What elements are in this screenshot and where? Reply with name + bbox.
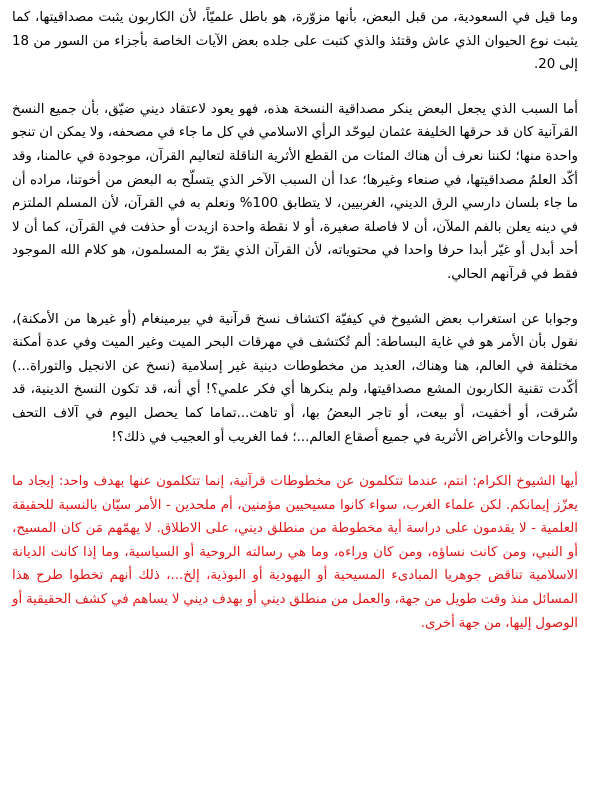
paragraph-carbon-dating: وما قيل في السعودية، من قبل البعض، بأنها مزوّرة، هو باطل علميّاً، لأن الكاربون يثبت مصداقيتها، كما يثبت نوع الحيوان الذي عاش وقتئذ والذي كتبت على جلده بعض الآيات الخاصة بأجزاء من السور من 18 إلى 20. [12, 10, 578, 73]
paragraph-birmingham-answer: وجوابا عن استغراب بعض الشيوخ في كيفيّة اكتشاف نسخ قرآنية في بيرمينغام (أو غيرها من الأمكنة)، نقول بأن الأمر هو في غاية البساطة: ألم تُكتشف في مهرقات البحر الميت وغير الميت وفي عدة أمكنة مختلفة في العالم، هنا وهناك، العديد من مخطوطات دينية غير إسلامية (نسخ عن الانجيل والتوراة...) أكّدت تقنية الكاربون المشع مصداقيتها، ولم ينكرها أي فكر علمي؟! أي أنه، قد تكون النسخ الدينية، قد سُرقت، أو أخفيت، أو بيعت، أو تاجر البعضُ بها، أو تاهت...تماما كما يحصل اليوم في آلاف التحف واللوحات والأغراض الأثرية في جميع أصقاع العالم...؛ فما الغريب أو العجيب في ذلك؟! [12, 311, 578, 445]
paragraph-reason-for-denial: أما السبب الذي يجعل البعض ينكر مصداقية النسخة هذه، فهو يعود لاعتقاد ديني ضيّق، بأن جميع النسخ القرآنية كان قد حرقها الخليفة عثمان ليوحّد الرأي الاسلامي في كل ما جاء في مصحفه، ولا يمكن ان تنجو واحدة منها؛ لكننا نعرف أن هناك المئات من القطع الأثرية الناقلة لتعاليم القرآن، موجودة في عالمنا، وقد أكّد العلمُ مصداقيتها، في صنعاء وغيرها؛ عدا أن السبب الآخر الذي يتسلّح به البعض من أخوتنا، مراده أن ما جاء بلسان دارسي الرق الديني، الغربيين، لا يتطابق 100% ونعلم به في القرآن، لأن المسلم الملتزم في دينه يعلن بالفم الملآن، أن لا فاصلة صغيرة، أو لا نقطة واحدة ازيدت أو حذفت في القرآن، كما أن لا أحد أبدل أو غيّر أبدا حرفا واحدا في محتوياته، لأن القرآن الذي يقرّ به المسلمون، هو كلام الله الموجود فقط في قرآنهم الحالي. [12, 101, 578, 282]
paragraph-address-to-sheikhs: أيها الشيوخ الكرام: انتم، عندما تتكلمون عن مخطوطات قرآنية، إنما تتكلمون عنها بهدف واحد: إيجاد ما يعزّز إيمانكم. لكن علماء الغرب، سواء كانوا مسيحيين مؤمنين، أم ملحدين - الأمر سيّان بالنسبة للحقيقة العلمية - لا يقدمون على دراسة أية مخطوطة من منطلق ديني، على الاطلاق. لا يهمّهم مَن كان المسيح، أو النبي، ومن كانت نساؤه، ومن كان وراءه، وما هي رسالته الروحية أو السياسية، وما إذا كانت الديانة الاسلامية تناقض جوهريا المبادىء المسيحية أو اليهودية أو البوذية، إلخ...، ذلك أنهم تخطوا طرح هذا المسائل منذ وقت طويل من جهة، والعمل من منطلق ديني أو بهدف ديني لا يساهم في كشف الحقيقية أو الوصول إليها، من جهة أخرى. [12, 474, 578, 631]
